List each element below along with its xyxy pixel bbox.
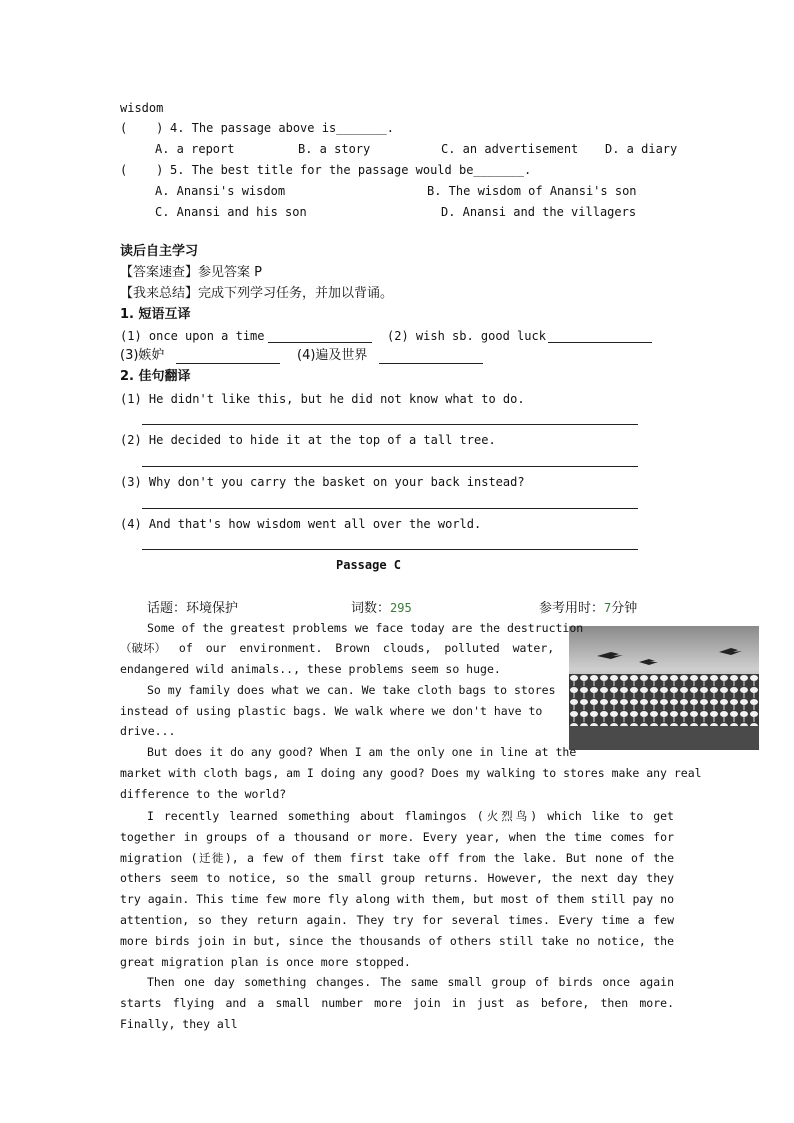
- phrase-1: (1) once upon a time: [120, 329, 265, 343]
- p1-line-c: endangered wild animals.., these problems seem so huge.: [120, 662, 501, 676]
- sentence-3: (3) Why don't you carry the basket on your back instead?: [120, 475, 525, 489]
- study-heading: 读后自主学习: [120, 244, 199, 259]
- q4-stem: 4. The passage above is_______.: [170, 121, 394, 135]
- reading-time-label: 参考用时：: [539, 601, 605, 616]
- p3-line-a: But does it do any good? When I am the only one in line at the: [147, 745, 577, 759]
- wisdom-word: wisdom: [120, 101, 164, 115]
- sentence-4: (4) And that's how wisdom went all over the world.: [120, 517, 482, 531]
- section-sentences-heading: 2. 佳句翻译: [120, 369, 191, 384]
- reading-time: [539, 597, 637, 616]
- paragraph-change: [120, 972, 674, 1034]
- p3-line-c: difference to the world?: [120, 787, 287, 801]
- sentence-1: (1) He didn't like this, but he did not know what to do.: [120, 392, 525, 406]
- phrase-1-blank[interactable]: [268, 342, 372, 343]
- q5-option-b: B. The wisdom of Anansi's son: [427, 184, 637, 198]
- answer-line: 【答案速查】参见答案 P: [120, 265, 262, 280]
- section-phrases-heading: 1. 短语互译: [120, 307, 191, 322]
- sentence-3-blank[interactable]: [142, 508, 638, 509]
- p3-line-b: market with cloth bags, am I doing any good? Does my walking to stores make any real: [120, 766, 702, 780]
- sentence-2-blank[interactable]: [142, 466, 638, 467]
- phrase-4-blank[interactable]: [379, 363, 483, 364]
- paragraph-4: I recently learned something about flamingos (火烈鸟) which like to get together in groups of a thousand or more. Every year, when the time comes for migration (迁徙), a few of them first take off from the lake. But none of the others seem to notice, so the small group returns. However, the next day they try again. This time few more fly along with them, but most of them still pay no attention, so they return again. They try for several times. Every time a few more birds join in but, since the thousands of others still take no notice, the great migration plan is once more stopped.: [120, 809, 674, 969]
- topic-label: 话题：环境保护: [147, 601, 239, 616]
- word-count-label: 词数：: [351, 601, 391, 616]
- reading-time-unit: 分钟: [611, 601, 638, 616]
- sentence-1-blank[interactable]: [142, 424, 638, 425]
- q4-option-c: C. an advertisement: [441, 142, 579, 156]
- phrase-3: (3)嫉妒: [120, 348, 165, 363]
- phrase-2: (2) wish sb. good luck: [387, 329, 546, 343]
- phrase-2-blank[interactable]: [548, 342, 652, 343]
- p2-line-a: So my family does what we can. We take cloth bags to stores: [147, 683, 556, 697]
- q5-option-a: A. Anansi's wisdom: [155, 184, 286, 198]
- q5-option-c: C. Anansi and his son: [155, 205, 307, 219]
- p1-line-a: Some of the greatest problems we face today are the destruction: [147, 621, 584, 635]
- paragraph-5: Then one day something changes. The same small group of birds once again starts flying and a small number more join in just as before, then more. Finally, they all: [120, 975, 674, 1031]
- q4-paren: ( ): [120, 121, 164, 135]
- paragraph-flamingos: [120, 806, 674, 972]
- q5-paren: ( ): [120, 163, 164, 177]
- passage-title: Passage C: [336, 558, 402, 572]
- p1-line-b: （破坏） of our environment. Brown clouds, polluted water,: [120, 641, 555, 655]
- q5-option-d: D. Anansi and the villagers: [441, 205, 637, 219]
- word-count-value: 295: [390, 601, 412, 615]
- summary-line: 【我来总结】完成下列学习任务，并加以背诵。: [120, 286, 394, 301]
- sentence-2: (2) He decided to hide it at the top of a tall tree.: [120, 433, 496, 447]
- phrase-3-blank[interactable]: [176, 363, 280, 364]
- phrase-4: (4)遍及世界: [297, 348, 368, 363]
- p2-line-c: drive...: [120, 724, 176, 738]
- q4-option-b: B. a story: [298, 142, 371, 156]
- word-count: [351, 597, 412, 616]
- q5-stem: 5. The best title for the passage would be_______.: [170, 163, 532, 177]
- reading-time-value: 7: [604, 601, 612, 615]
- sentence-4-blank[interactable]: [142, 549, 638, 550]
- flamingo-photo: [569, 626, 759, 750]
- p2-line-b: instead of using plastic bags. We walk where we don't have to: [120, 704, 543, 718]
- q4-option-d: D. a diary: [605, 142, 678, 156]
- q4-option-a: A. a report: [155, 142, 235, 156]
